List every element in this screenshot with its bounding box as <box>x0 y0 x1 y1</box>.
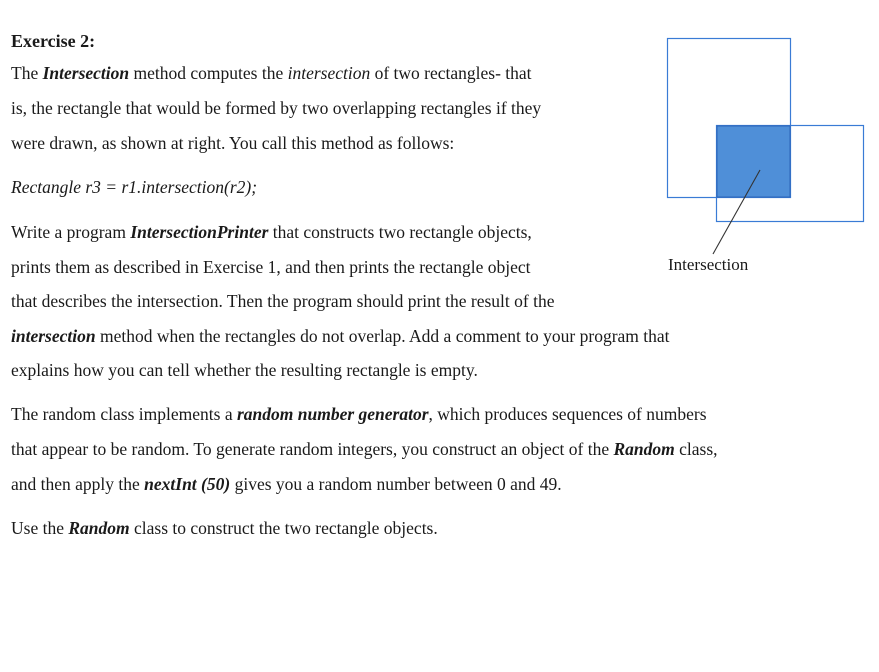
text-segment: method when the rectangles do not overlap. Add a comment to your program that <box>95 326 670 346</box>
text-segment: Use the <box>11 518 69 538</box>
random-class-name: Random <box>68 518 130 538</box>
text-segment: class, <box>674 439 718 459</box>
random-class-name: Random <box>613 439 675 459</box>
paragraph-1-line-3: were drawn, as shown at right. You call this method as follows: <box>11 133 455 153</box>
text-segment: of two rectangles- that <box>370 63 532 83</box>
text-segment: that constructs two rectangle objects, <box>268 222 532 242</box>
program-name: IntersectionPrinter <box>130 222 269 242</box>
text-segment: gives you a random number between 0 and 49. <box>230 474 562 494</box>
paragraph-2-line-5: explains how you can tell whether the resulting rectangle is empty. <box>11 360 478 380</box>
text-segment: Write a program <box>11 222 131 242</box>
text-segment: and then apply the <box>11 474 145 494</box>
code-example: Rectangle r3 = r1.intersection(r2); <box>11 177 258 197</box>
intersection-label: Intersection <box>668 255 749 274</box>
intersection-method-name: Intersection <box>42 63 130 83</box>
intersection-term: intersection <box>287 63 371 83</box>
text-segment: that appear to be random. To generate random integers, you construct an object of the <box>11 439 614 459</box>
nextint-method-name: nextInt (50) <box>144 474 231 494</box>
text-segment: method computes the <box>129 63 288 83</box>
paragraph-2-line-2: prints them as described in Exercise 1, and then prints the rectangle object <box>11 257 531 277</box>
paragraph-1-line-2: is, the rectangle that would be formed by two overlapping rectangles if they <box>11 98 542 118</box>
intersection-method-name: intersection <box>11 326 96 346</box>
intersection-area <box>717 126 790 197</box>
text-segment: class to construct the two rectangle objects. <box>129 518 438 538</box>
exercise-title: Exercise 2: <box>11 31 96 51</box>
text-segment: , which produces sequences of numbers <box>428 404 707 424</box>
paragraph-2-line-3: that describes the intersection. Then the program should print the result of the <box>11 291 555 311</box>
text-segment: The <box>11 63 43 83</box>
random-number-generator-term: random number generator <box>236 404 429 424</box>
text-segment: The random class implements a <box>11 404 237 424</box>
